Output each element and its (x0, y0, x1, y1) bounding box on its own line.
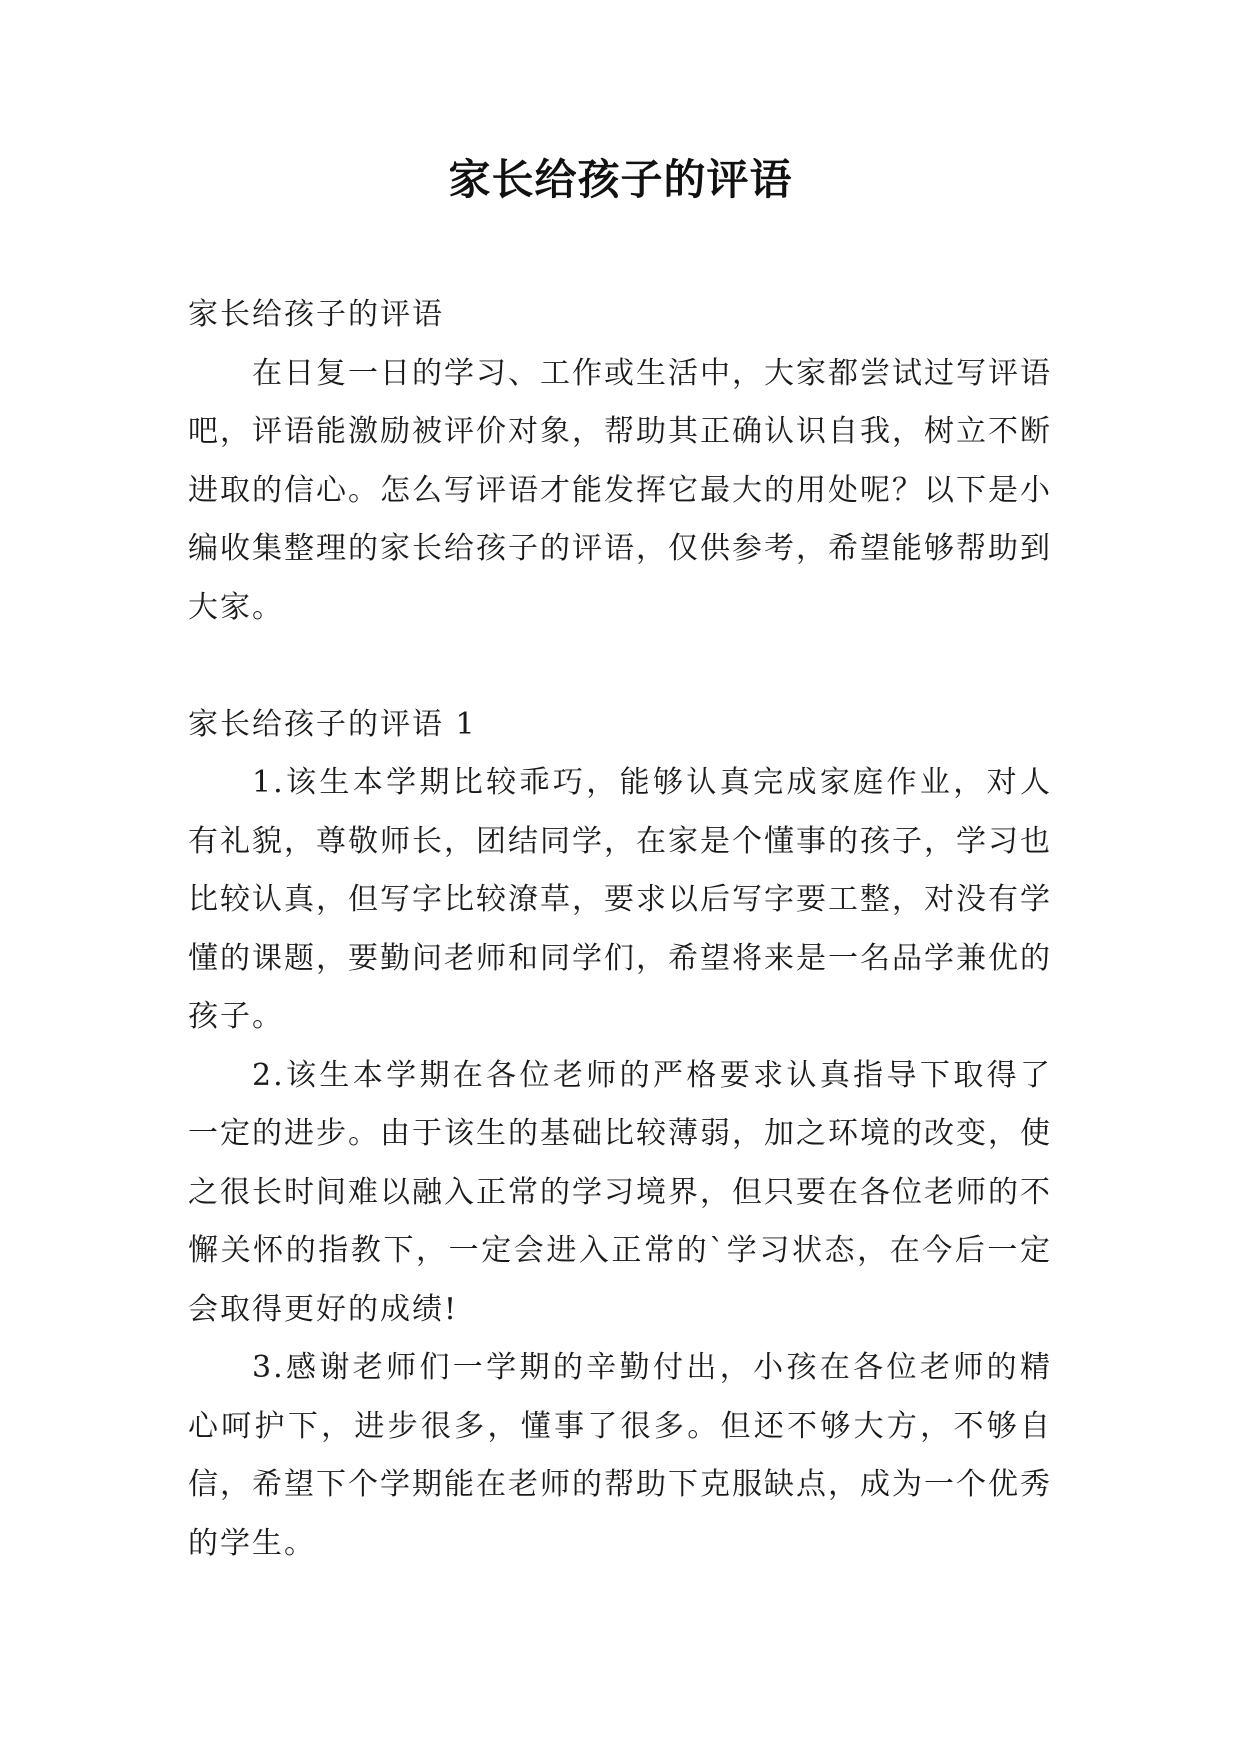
intro-heading: 家长给孩子的评语 (188, 297, 444, 332)
document-title: 家长给孩子的评语 (448, 155, 793, 204)
comment-item-2: 2.该生本学期在各位老师的严格要求认真指导下取得了一定的进步。由于该生的基础比较薄弱，加之环境的改变，使之很长时间难以融入正常的学习境界，但只要在各位老师的不懈关怀的指教下，一定会进入正常的`学习状态，在今后一定会取得更好的成绩! (188, 1057, 1052, 1327)
comment-item-1: 1.该生本学期比较乖巧，能够认真完成家庭作业，对人有礼貌，尊敬师长，团结同学，在家是个懂事的孩子，学习也比较认真，但写字比较潦草，要求以后写字要工整，对没有学懂的课题，要勤问老师和同学们，希望将来是一名品学兼优的孩子。 (188, 765, 1052, 1034)
document-body (188, 286, 1052, 1573)
intro-paragraph: 在日复一日的学习、工作或生活中，大家都尝试过写评语吧，评语能激励被评价对象，帮助其正确认识自我，树立不断进取的信心。怎么写评语才能发挥它最大的用处呢？以下是小编收集整理的家长给孩子的评语，仅供参考，希望能够帮助到大家。 (188, 355, 1052, 625)
section-heading: 家长给孩子的评语 1 (188, 706, 477, 742)
comment-item-3: 3.感谢老师们一学期的辛勤付出，小孩在各位老师的精心呵护下，进步很多，懂事了很多。但还不够大方，不够自信，希望下个学期能在老师的帮助下克服缺点，成为一个优秀的学生。 (188, 1350, 1052, 1561)
